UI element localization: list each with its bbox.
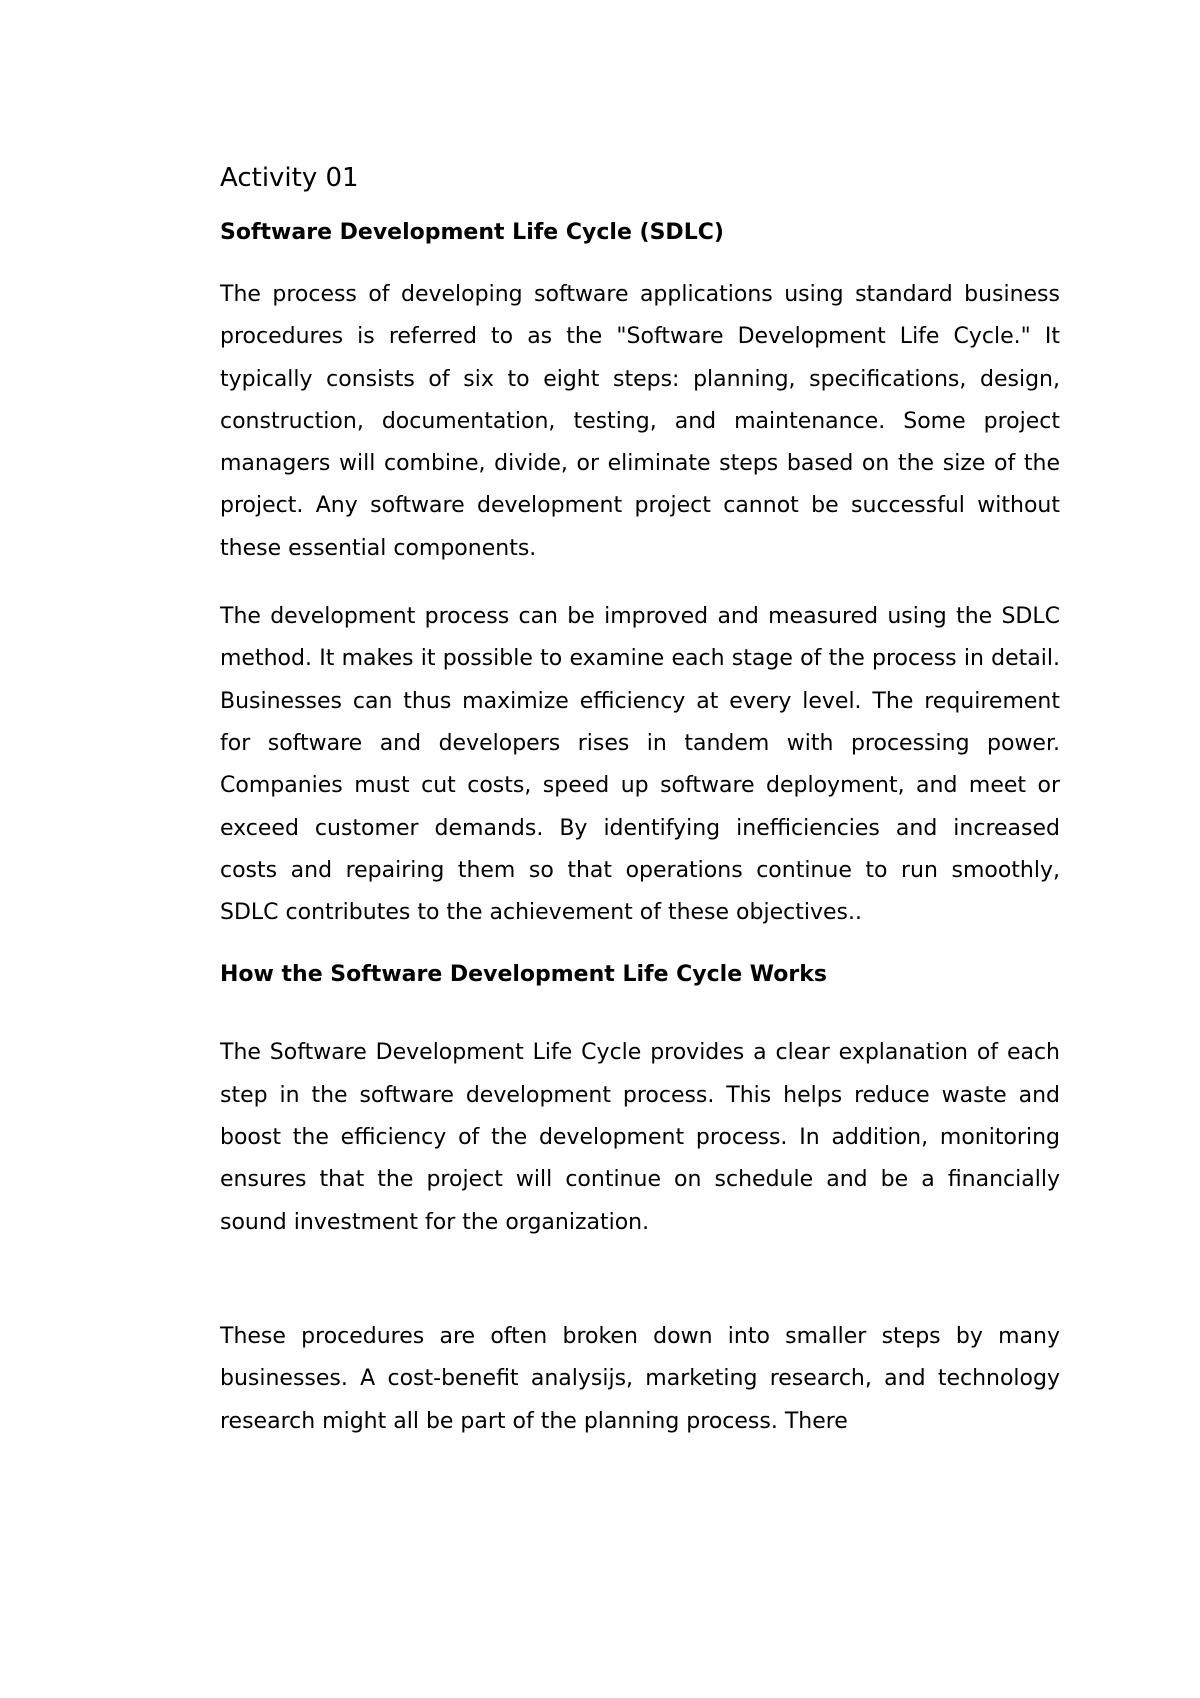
paragraph-procedures: These procedures are often broken down into smaller steps by many businesses. A cost-benefit analysijs, marketing research, and technology research might all be part of the planning process. There — [220, 1323, 1060, 1434]
section-heading-sdlc: Software Development Life Cycle (SDLC) — [220, 220, 724, 245]
paragraph-explanation: The Software Development Life Cycle provides a clear explanation of each step in the software development process. This helps reduce waste and boost the efficiency of the development process. In addition, monitoring ensures that the project will continue on schedule and be a financially sound investment for the organization. — [220, 1040, 1060, 1235]
section-heading-how-it-works: How the Software Development Life Cycle Works — [220, 962, 827, 988]
paragraph-benefits: The development process can be improved and measured using the SDLC method. It makes it possible to examine each stage of the process in detail. Businesses can thus maximize efficiency at every level. The requirement for software and developers rises in tandem with processing power. Companies must cut costs, speed up software deployment, and meet or exceed customer demands. By identifying inefficiencies and increased costs and repairing them so that operations continue to run smoothly, SDLC contributes to the achievement of these objectives.. — [220, 604, 1060, 926]
paragraph-intro: The process of developing software applications using standard business procedures is referred to as the "Software Development Life Cycle." It typically consists of six to eight steps: planning, specifications, design, construction, documentation, testing, and maintenance. Some project managers will combine, divide, or eliminate steps based on the size of the project. Any software development project cannot be successful without these essential components. — [220, 282, 1060, 561]
document-page — [220, 160, 1060, 1469]
document-title: Activity 01 — [220, 163, 359, 193]
